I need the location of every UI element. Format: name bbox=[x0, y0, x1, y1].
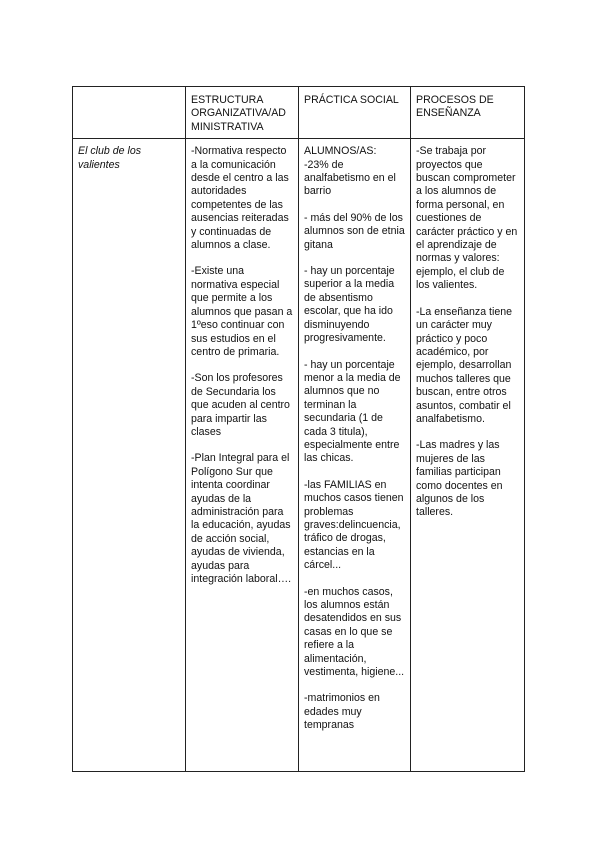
practica-paragraph: - hay un porcentaje superior a la media de absentismo escolar, que ha ido disminuyendo progresivamente. bbox=[304, 265, 395, 345]
table-header-row bbox=[73, 87, 525, 139]
practica-paragraph: -matrimonios en edades muy tempranas bbox=[304, 692, 380, 732]
estructura-paragraph: -Existe una normativa especial que permite a los alumnos que pasan a 1ºeso continuar con sus estudios en el centro de primaria. bbox=[191, 265, 293, 358]
practica-paragraph: -las FAMILIAS en muchos casos tienen problemas graves:delincuencia, tráfico de drogas, estancias en la cárcel... bbox=[304, 478, 404, 572]
practica-paragraph: - hay un porcentaje menor a la media de alumnos que no terminan la secundaria (1 de cada 3 titula), especialmente entre las chicas. bbox=[304, 358, 401, 465]
cell-estructura bbox=[186, 139, 299, 772]
header-practica-social: PRÁCTICA SOCIAL bbox=[299, 87, 411, 139]
practica-paragraph: -en muchos casos, los alumnos están desatendidos en sus casas en lo que se refiere a la alimentación, vestimenta, higiene... bbox=[304, 585, 405, 679]
practica-heading: ALUMNOS/AS: bbox=[304, 145, 377, 158]
header-procesos-ensenanza: PROCESOS DE ENSEÑANZA bbox=[411, 87, 525, 139]
comparison-table bbox=[72, 86, 525, 772]
procesos-paragraph: -Se trabaja por proyectos que buscan comprometer a los alumnos de forma personal, en cuestiones de carácter práctico y en el aprendizaje de normas y valores: ejemplo, el club de los valientes. bbox=[416, 145, 518, 292]
cell-practica-social bbox=[299, 139, 411, 772]
procesos-paragraph: -La enseñanza tiene un carácter muy práctico y poco académico, por ejemplo, desarrollan muchos talleres que buscan, entre otros asuntos, combatir el analfabetismo. bbox=[416, 305, 513, 425]
estructura-paragraph: -Plan Integral para el Polígono Sur que intenta coordinar ayudas de la administración para la educación, ayudas de acción social, ayudas de vivienda, ayudas para integración laboral…. bbox=[191, 452, 292, 585]
header-cell-empty bbox=[73, 87, 186, 139]
row-label: El club de los valientes bbox=[73, 139, 186, 772]
estructura-paragraph: -Son los profesores de Secundaria los que acuden al centro para impartir las clases bbox=[191, 372, 290, 438]
cell-procesos-ensenanza bbox=[411, 139, 525, 772]
table-row bbox=[73, 139, 525, 772]
estructura-paragraph: -Normativa respecto a la comunicación desde el centro a las autoridades competentes de las ausencias reiteradas y continuadas de alumnos a clase. bbox=[191, 145, 289, 252]
practica-paragraph: - más del 90% de los alumnos son de etnia gitana bbox=[304, 211, 405, 251]
practica-paragraph: -23% de analfabetismo en el barrio bbox=[304, 158, 396, 198]
header-estructura: ESTRUCTURA ORGANIZATIVA/AD MINISTRATIVA bbox=[186, 87, 299, 139]
procesos-paragraph: -Las madres y las mujeres de las familias participan como docentes en algunos de los talleres. bbox=[416, 439, 503, 519]
